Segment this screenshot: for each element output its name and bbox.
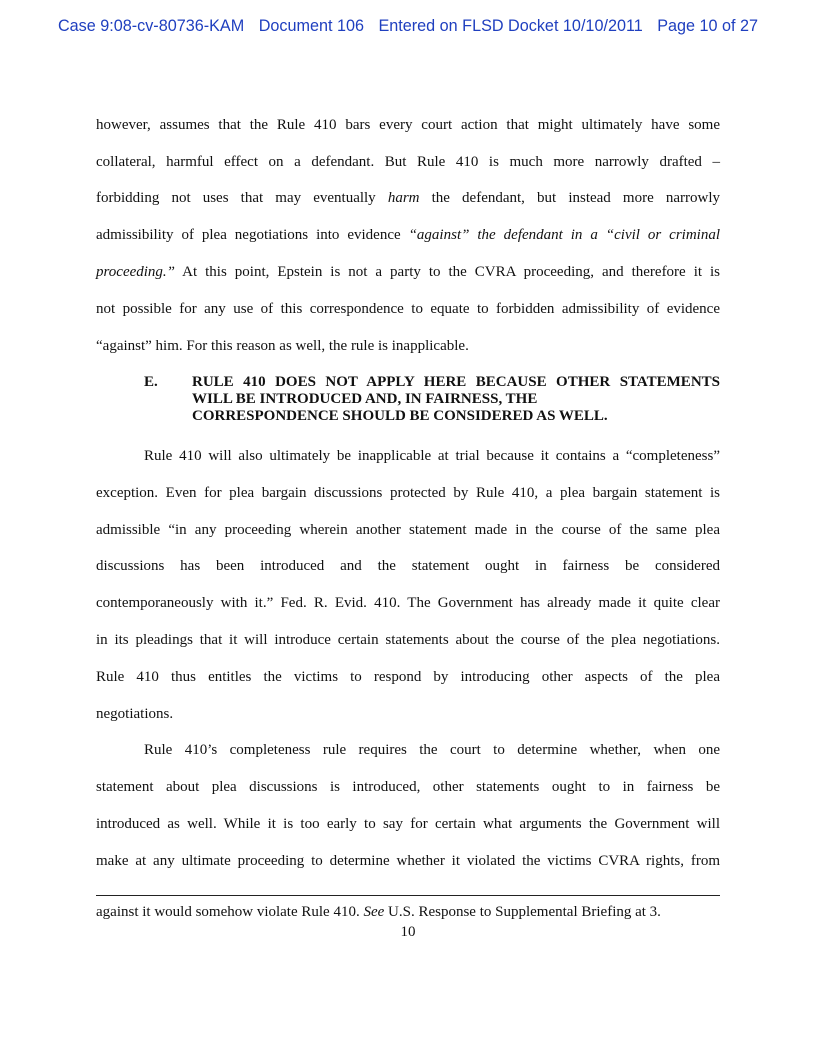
docket-entry: Entered on FLSD Docket 10/10/2011 [378,17,643,35]
body-text-line: “against” him. For this reason as well, the rule is inapplicable. [96,338,469,354]
body-text-line: not possible for any use of this correspondence to equate to forbidden admissibility of evidence [96,301,720,317]
section-heading-line: RULE 410 DOES NOT APPLY HERE BECAUSE OTHER STATEMENTS [192,374,720,390]
body-text-line: negotiations. [96,706,174,722]
body-text-line: make at any ultimate proceeding to determine whether it violated the victims CVRA rights, from [96,853,720,869]
body-text-line: statement about plea discussions is introduced, other statements ought to in fairness be [96,779,720,795]
section-heading-line: WILL BE INTRODUCED AND, IN FAIRNESS, THE [192,391,538,407]
footnote-text: against it would somehow violate Rule 410. See U.S. Response to Supplemental Briefing at 3. [96,904,661,920]
page-indicator: Page 10 of 27 [657,17,759,35]
body-text-line: collateral, harmful effect on a defendant. But Rule 410 is much more narrowly drafted – [96,154,720,170]
document-number: Document 106 [258,17,364,35]
section-heading-line: CORRESPONDENCE SHOULD BE CONSIDERED AS WELL. [192,408,608,424]
body-text-line: however, assumes that the Rule 410 bars every court action that might ultimately have some [96,117,720,133]
body-text-line: contemporaneously with it.” Fed. R. Evid. 410. The Government has already made it quite clear [96,595,720,611]
body-text-line: admissible “in any proceeding wherein another statement made in the course of the same plea [96,522,720,538]
page-number: 10 [400,924,416,940]
docket-header [0,17,816,36]
footnote-divider [96,895,720,896]
section-letter: E. [144,374,158,390]
body-text-line: Rule 410 will also ultimately be inapplicable at trial because it contains a “completeness” [144,448,720,464]
body-text-line: proceeding.” At this point, Epstein is not a party to the CVRA proceeding, and therefore it is [96,264,720,280]
body-text-line: in its pleadings that it will introduce certain statements about the course of the plea negotiations. [96,632,720,648]
body-text-line: admissibility of plea negotiations into evidence “against” the defendant in a “civil or criminal [96,227,721,243]
body-text-line: forbidding not uses that may eventually harm the defendant, but instead more narrowly [96,190,720,206]
body-text-line: exception. Even for plea bargain discussions protected by Rule 410, a plea bargain statement is [96,485,720,501]
body-text-line: Rule 410 thus entitles the victims to respond by introducing other aspects of the plea [96,669,720,685]
body-text-line: Rule 410’s completeness rule requires the court to determine whether, when one [144,742,720,758]
body-text-line: discussions has been introduced and the statement ought in fairness be considered [96,558,720,574]
case-number: Case 9:08-cv-80736-KAM [57,17,245,35]
body-text-line: introduced as well. While it is too early to say for certain what arguments the Government will [96,816,720,832]
